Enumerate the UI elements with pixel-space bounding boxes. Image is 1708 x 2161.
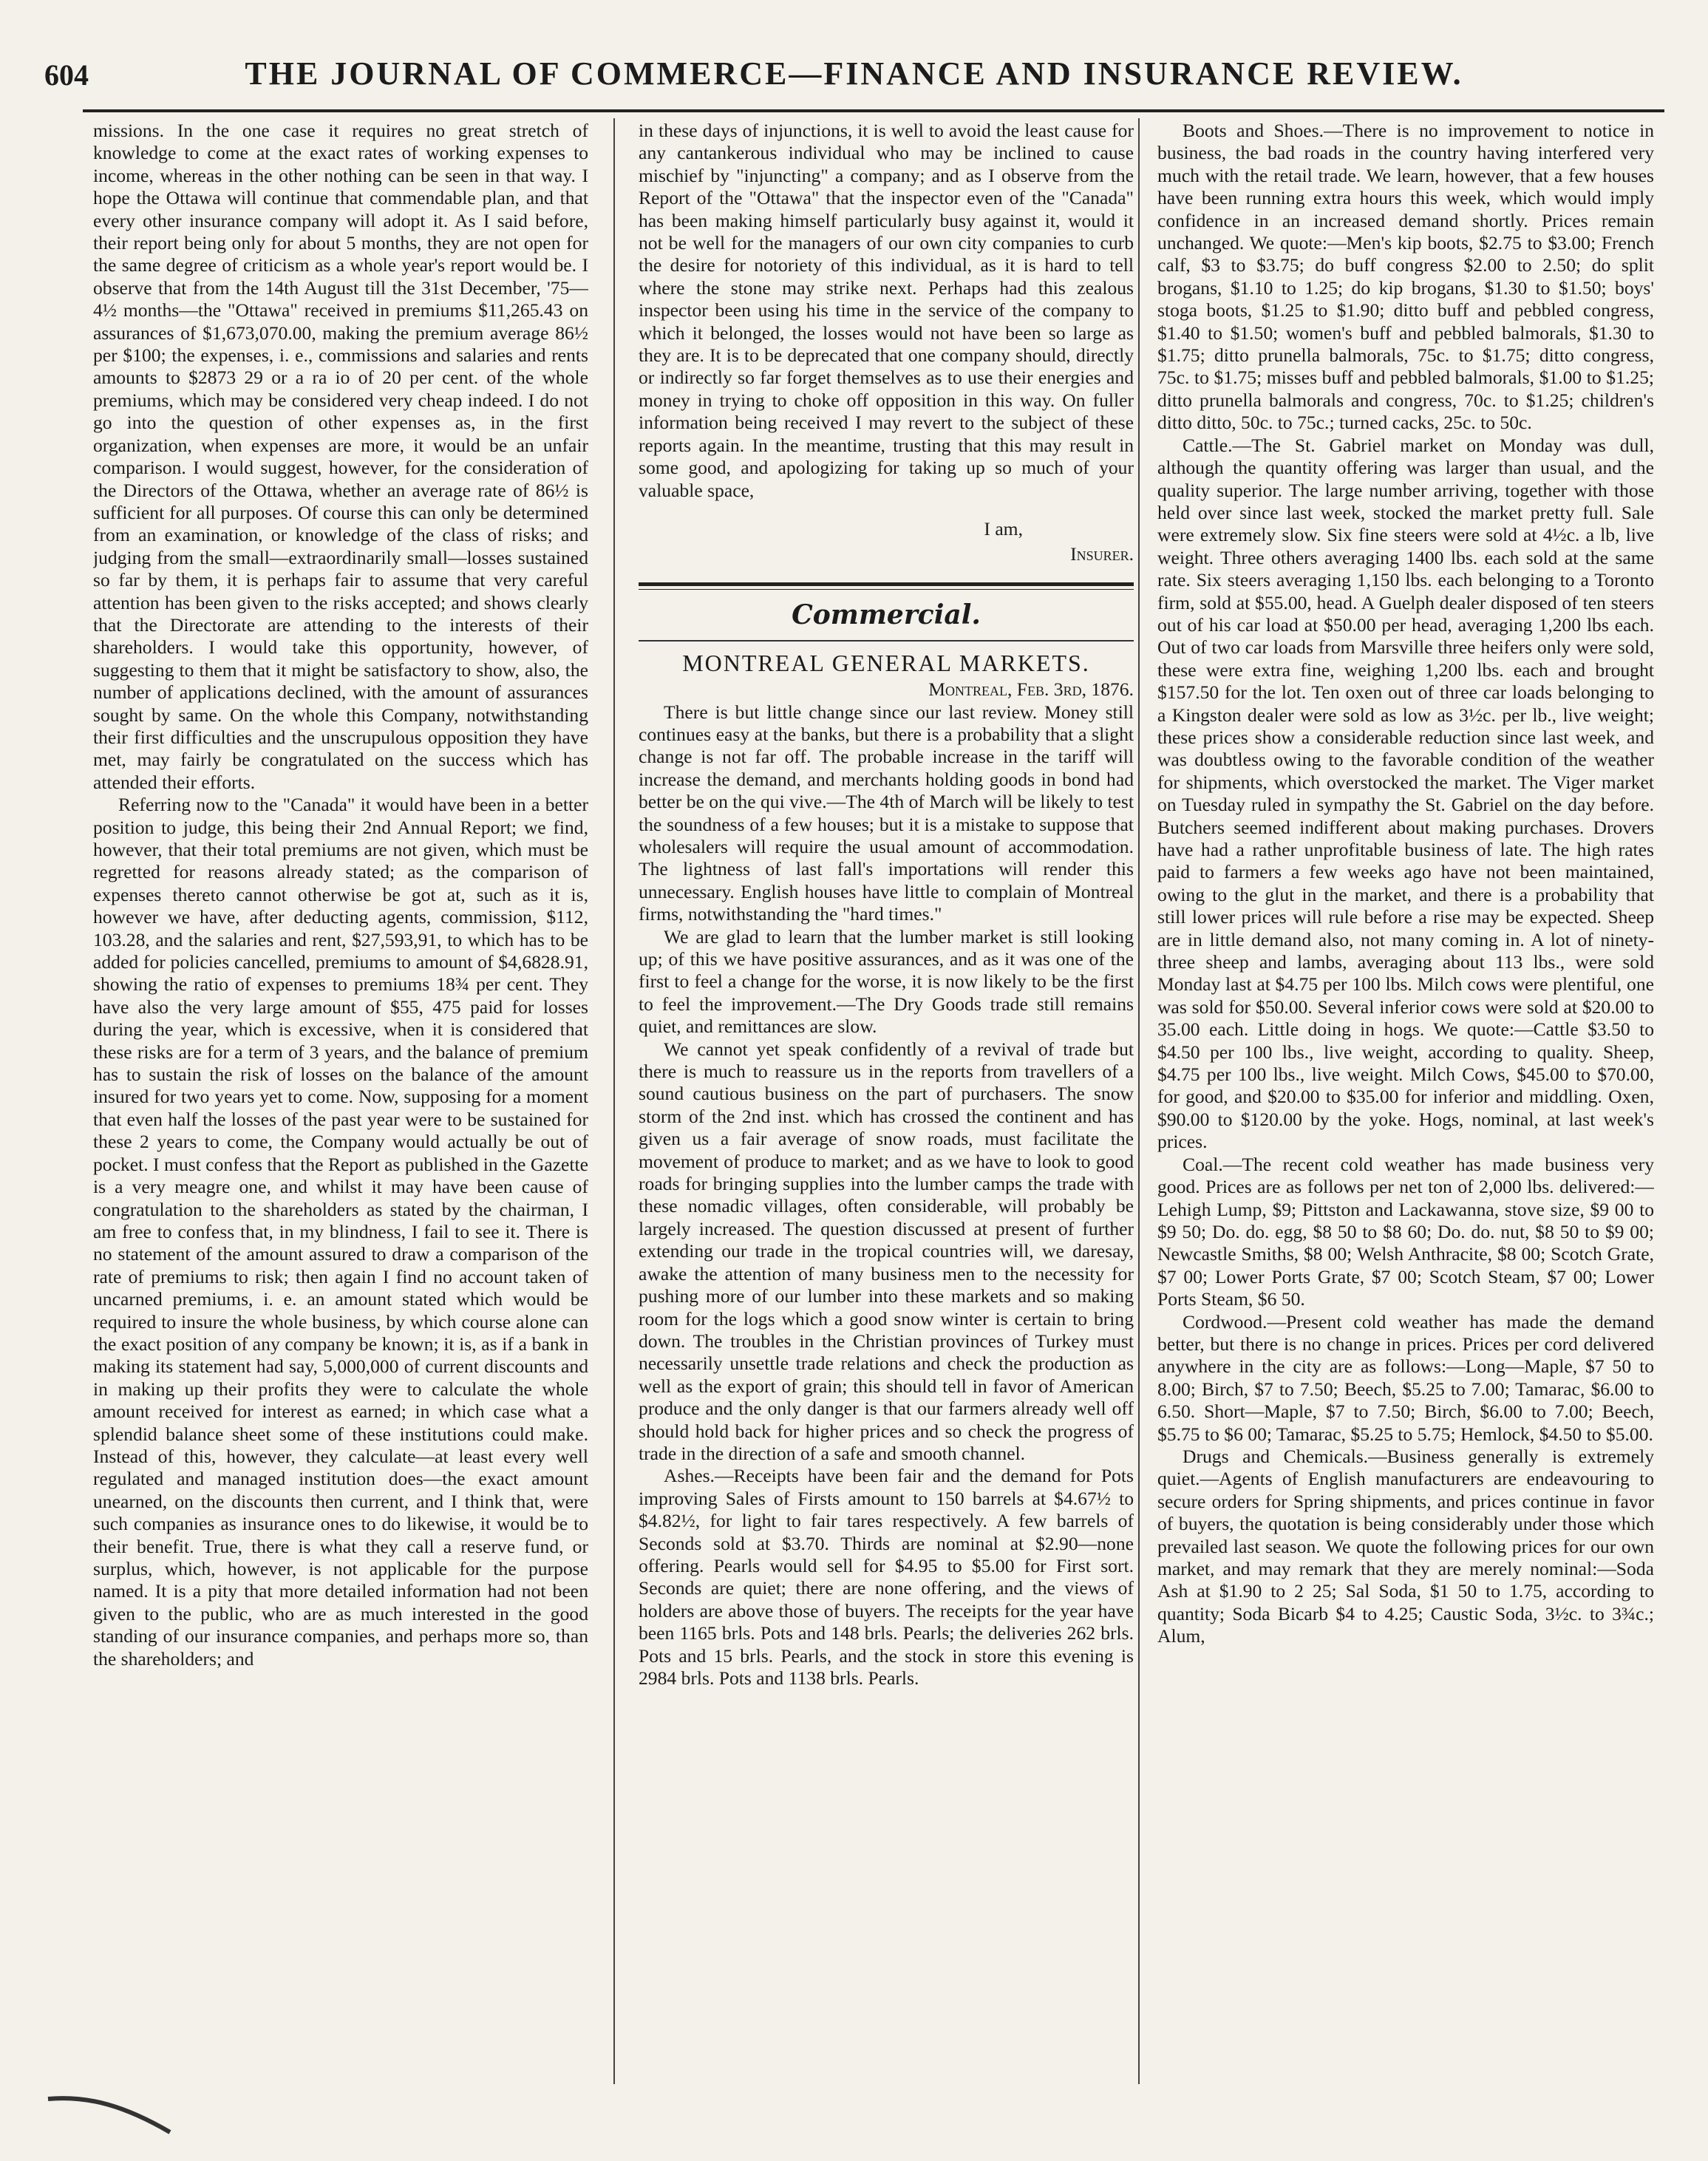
section-heading: Commercial. bbox=[792, 599, 981, 630]
market-paragraph-cattle: Cattle.—The St. Gabriel market on Monday was dull, although the quantity offering was larger than usual, and the quality superior. The large number arriving, together with those held over since last week, stocked the market pretty full. Sale were extremely slow. Six fine steers were sold at 4½c. a lb, live weight. Three others averaging 1400 lbs. each sold at the same rate. Six steers averaging 1,150 lbs. each belonging to a Toronto firm, sold at $55.00, head. A Guelph dealer disposed of ten steers out of his car load at $50.00 per head, averaging 1,200 lbs each. Out of two car loads from Marsville three heifers only were sold, these were extra fine, weighing 1,200 lbs. each and brought $157.50 for the lot. Ten oxen out of three car loads belonging to a Kingston dealer were sold as low as 3½c. per lb., live weight; these prices show a considerable reduction since last week, and was doubtless owing to the favorable condition of the weather for shipments, which overstocked the market. The Viger market on Tuesday ruled in sympathy the St. Gabriel on the day before. Butchers seemed indifferent about making purchases. Drovers have had a rather unprofitable business of late. The high rates paid to farmers a few weeks ago have not been maintained, owing to the glut in the market, and there is a probability that still lower prices will rule before a rise may be expected. Sheep are in little demand also, not many coming in. A lot of ninety-three sheep and lambs, averaging about 113 lbs., were sold Monday last at $4.75 per 100 lbs. Milch cows were plentiful, one was sold for $50.00. Several inferior cows were sold at $20.00 to 35.00 each. Little doing in hogs. We quote:—Cattle $3.50 to $4.50 per 100 lbs., live weight, according to quality. Sheep, $4.75 per 100 lbs., live weight. Milch Cows, $45.00 to $70.00, for good, and $20.00 to $35.00 for inferior and middling. Oxen, $90.00 to $120.00 by the yoke. Hogs, nominal, at last week's prices. bbox=[1157, 434, 1654, 1153]
letter-signature: Insurer. bbox=[1070, 543, 1134, 565]
article-title: MONTREAL GENERAL MARKETS. bbox=[682, 649, 1090, 676]
page-number: 604 bbox=[44, 58, 89, 92]
market-paragraph: There is but little change since our last review. Money still continues easy at the banks, but there is a probability that a slight change is not far off. The probable increase in the tariff will increase the demand, and merchants holding goods in bond had better be on the qui vive.—The 4th of March will be likely to test the soundness of a few houses; but it is a mistake to suppose that wholesalers will require the usual amount of accommodation. The lightness of last fall's importations will render this unnecessary. English houses have little to complain of Montreal firms, notwithstanding the "hard times." bbox=[639, 701, 1134, 925]
header-rule bbox=[83, 109, 1664, 112]
letter-paragraph: missions. In the one case it requires no great stretch of knowledge to come at the exact rates of working expenses to income, whereas in the other nothing can be seen in that way. I hope the Ottawa will continue that commendable plan, and that every other insurance company will adopt it. As I said before, their report being only for about 5 months, they are not open for the same degree of criticism as a whole year's report would be. I observe that from the 14th August till the 31st December, '75—4½ months—the "Ottawa" received in premiums $11,265.43 on assurances of $1,673,070.00, making the premium average 86½ per $100; the expenses, i. e., commissions and salaries and rents amounts to $2873 29 or a ra io of 20 per cent. of the whole premiums, which may be considered very cheap indeed. I do not go into the question of other expenses as, in the first organization, when expenses are more, it would be an unfair comparison. I would suggest, however, for the consideration of the Directors of the Ottawa, whether an average rate of 86½ is sufficient for all purposes. Of course this can only be determined from an examination, or knowledge of the class of risks; and judging from the small—extraordinarily small—losses sustained so far by them, it is perhaps fair to assume that very careful attention has been given to the risks accepted; and shows clearly that the Directorate are attending to the interests of their shareholders. I would take this opportunity, however, of suggesting to them that it might be satisfactory to show, also, the number of applications declined, with the amount of assurances sought by same. On the whole this Company, notwithstanding their first difficulties and the unscrupulous opposition they have met, may fairly be congratulated on the success which has attended their efforts. bbox=[93, 120, 588, 793]
market-paragraph: We are glad to learn that the lumber market is still looking up; of this we have positive assurances, and as it was one of the first to feel a change for the worse, it is now likely to be the first to feel the improvement.—The Dry Goods trade still remains quiet, and remittances are slow. bbox=[639, 925, 1134, 1038]
market-paragraph-cordwood: Cordwood.—Present cold weather has made the demand better, but there is no change in prices. Prices per cord delivered anywhere in the city are as follows:—Long—Maple, $7 50 to 8.00; Birch, $7 to 7.50; Beech, $5.25 to 7.00; Tamarac, $6.00 to 6.50. Short—Maple, $7 to 7.50; Birch, $6.00 to 7.00; Beech, $5.75 to $6 00; Tamarac, $5.25 to 5.75; Hemlock, $4.50 to $5.00. bbox=[1157, 1310, 1654, 1445]
market-paragraph-coal: Coal.—The recent cold weather has made business very good. Prices are as follows per net ton of 2,000 lbs. delivered:—Lehigh Lump, $9; Pittston and Lackawanna, stove size, $9 00 to $9 50; Do. do. egg, $8 50 to $8 60; Do. do. nut, $8 50 to $9 00; Newcastle Smiths, $8 00; Welsh Anthracite, $8 00; Scotch Grate, $7 00; Lower Ports Grate, $7 00; Scotch Steam, $7 00; Lower Ports Steam, $6 50. bbox=[1157, 1153, 1654, 1310]
letter-closing: I am, bbox=[984, 517, 1023, 540]
dateline: Montreal, Feb. 3rd, 1876. bbox=[928, 678, 1134, 701]
market-paragraph: We cannot yet speak confidently of a revival of trade but there is much to reassure us in the reports from travellers of a sound cautious business on the part of purchasers. The snow storm of the 2nd inst. which has crossed the continent and has given us a fair average of snow roads, must facilitate the movement of produce to market; and as we have to look to good roads for bringing supplies into the lumber camps the trade with these nomadic villages, often considerable, will probably be largely increased. The question discussed at present of further extending our trade in the tropical countries will, we daresay, awake the attention of many business men to the necessity for pushing more of our lumber into these markets and so making room for the logs which a good snow winter is certain to bring down. The troubles in the Christian provinces of Turkey must necessarily unsettle trade relations and check the production as well as the export of grain; this should tell in favor of American produce and the only danger is that our farmers already well off should hold back for higher prices and so check the progress of trade in the direction of a safe and smooth channel. bbox=[639, 1038, 1134, 1464]
letter-paragraph: Referring now to the "Canada" it would have been in a better position to judge, this being their 2nd Annual Report; we find, however, that their total premiums are not given, which must be regretted for reasons already stated; as the comparison of expenses thereto cannot otherwise be got at, such as it is, however we have, after deducting agents, commission, $112, 103.28, and the salaries and rent, $27,593,91, to which has to be added for policies cancelled, premiums to amount of $4,6828.91, showing the ratio of expenses to premiums 18¾ per cent. They have also the very large amount of $55, 475 paid for losses during the year, which is excessive, when it is considered that these risks are for a term of 3 years, and the balance of premium has to sustain the risk of losses on the balance of the amount insured for two years yet to come. Now, supposing for a moment that even half the losses of the past year were to be sustained for these 2 years to come, the Company would actually be out of pocket. I must confess that the Report as published in the Gazette is a very meagre one, and whilst it may have been cause of congratulation to the shareholders as stated by the chairman, I am free to confess that, in my blindness, I fail to see it. There is no statement of the amount assured to draw a comparison of the rate of premiums to risk; then again I find no account taken of uncarned premiums, i. e. an amount stated which would be required to insure the whole business, by which course alone can the exact position of any company be known; it is, as if a bank in making its statement had say, 5,000,000 of current discounts and in making up their profits they were to calculate the whole amount received for interest as earned; in which case what a splendid balance sheet some of these institutions could make. Instead of this, however, they calculate—at least every well regulated and managed institution does—the exact amount unearned, on the discounts then current, and I think that, were such companies as insurance ones to do likewise, it would be to their benefit. True, there is what they call a reserve fund, or surplus, which, however, is not applicable for the purpose named. It is a pity that more detailed information had not been given to the public, who are as much interested in the good standing of our insurance companies, and perhaps more so, than the shareholders; and bbox=[93, 794, 588, 1670]
column-3 bbox=[1157, 120, 1654, 2115]
section-double-rule bbox=[639, 582, 1134, 590]
running-title: THE JOURNAL OF COMMERCE—FINANCE AND INSURANCE REVIEW. bbox=[245, 55, 1463, 92]
section-rule bbox=[639, 640, 1134, 642]
letter-continuation: in these days of injunctions, it is well to avoid the least cause for any cantankerous individual who may be inclined to cause mischief by "injuncting" a company; and as I observe from the Report of the "Ottawa" that the inspector even of the "Canada" has been making himself particularly busy against it, would it not be well for the managers of our own city companies to curb the desire for notoriety of this individual, as it is hard to tell where the stone may strike next. Perhaps had this zealous inspector been using his time in the service of the company to which it belonged, the losses would not have been so large as they are. It is to be deprecated that one company should, directly or indirectly so far forget themselves as to use their energies and money in trying to choke off opposition in this way. On fuller information being received I may revert to the subject of these reports again. In the meantime, trusting that this may result in some good, and apologizing for taking up so much of your valuable space, bbox=[639, 120, 1134, 501]
column-divider bbox=[1138, 118, 1140, 2084]
column-2 bbox=[639, 120, 1134, 2115]
page-curl-mark bbox=[44, 2092, 177, 2136]
column-1 bbox=[93, 120, 588, 2115]
column-divider bbox=[613, 118, 615, 2084]
market-paragraph-ashes: Ashes.—Receipts have been fair and the demand for Pots improving Sales of Firsts amount to 150 barrels at $4.67½ to $4.82½, for light to fair tares respectively. A few barrels of Seconds sold at $3.70. Thirds are nominal at $2.90—none offering. Pearls would sell for $4.95 to $5.00 for First sort. Seconds are quiet; there are none offering, and the views of holders are above those of buyers. The receipts for the year have been 1165 brls. Pots and 148 brls. Pearls; the deliveries 262 brls. Pots and 15 brls. Pearls, and the stock in store this evening is 2984 brls. Pots and 1138 brls. Pearls. bbox=[639, 1465, 1134, 1689]
market-paragraph-boots: Boots and Shoes.—There is no improvement to notice in business, the bad roads in the country having interfered very much with the retail trade. We learn, however, that a few houses have been running extra hours this week, which would imply confidence in an increased demand shortly. Prices remain unchanged. We quote:—Men's kip boots, $2.75 to $3.00; French calf, $3 to $3.75; do buff congress $2.00 to 2.50; do split brogans, $1.10 to 1.25; do kip brogans, $1.30 to $1.50; boys' stoga boots, $1.25 to $1.90; ditto buff and pebbled congress, $1.40 to $1.50; women's buff and pebbled balmorals, $1.30 to $1.75; ditto prunella balmorals, 75c. to $1.75; ditto congress, 75c. to $1.75; misses buff and pebbled balmorals, $1.00 to $1.25; ditto prunella balmorals and congress, 70c. to $1.25; children's ditto ditto, 50c. to 75c.; turned cacks, 25c. to 50c. bbox=[1157, 120, 1654, 434]
market-paragraph-drugs: Drugs and Chemicals.—Business generally is extremely quiet.—Agents of English manufacturers are endeavouring to secure orders for Spring shipments, and prices continue in favor of buyers, the quotation is being considerably under those which prevailed last season. We quote the following prices for our own market, and may remark that they are merely nominal:—Soda Ash at $1.90 to 2 25; Sal Soda, $1 50 to 1.75, according to quantity; Soda Bicarb $4 to 4.25; Caustic Soda, 3½c. to 3¾c.; Alum, bbox=[1157, 1445, 1654, 1647]
